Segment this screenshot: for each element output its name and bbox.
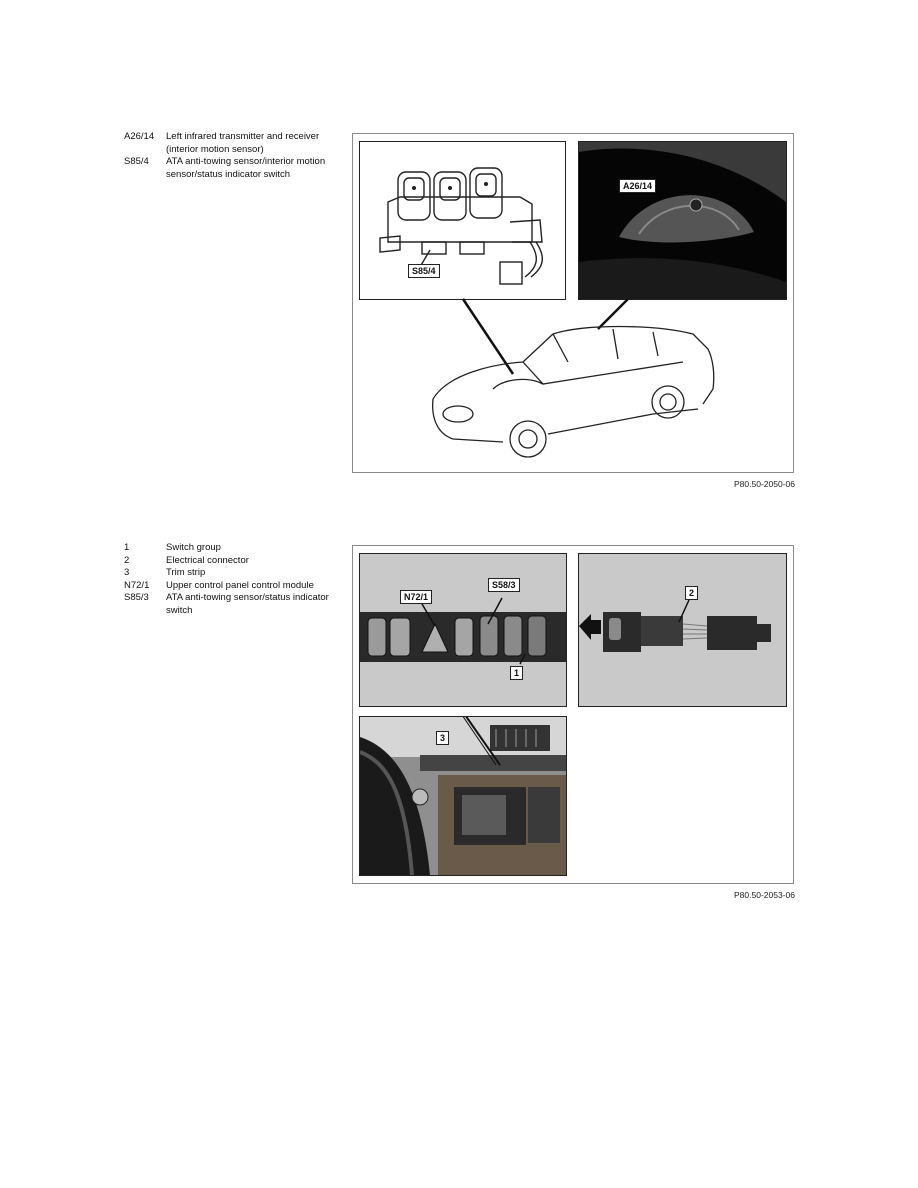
switch-group-drawing [360, 554, 566, 706]
connector-drawing [579, 554, 786, 706]
figure-2-caption: P80.50-2053-06 [734, 890, 795, 900]
legend-desc: Upper control panel control module [166, 579, 314, 591]
legend-desc: ATA anti-towing sensor/interior motion sensor/status indicator switch [166, 156, 326, 180]
legend-code: 3 [124, 567, 130, 578]
legend-code: N72/1 [124, 579, 150, 591]
connector-photo [578, 553, 787, 707]
legend-desc: ATA anti-towing sensor/status indicator switch [166, 592, 329, 616]
infrared-sensor-inset [578, 141, 787, 300]
switch-unit-inset [359, 141, 566, 300]
label-n72-1: N72/1 [400, 590, 432, 604]
figure-2 [352, 545, 794, 884]
legend-row [124, 555, 331, 568]
legend-code: S85/4 [124, 156, 149, 167]
switch-group-photo [359, 553, 567, 707]
legend-code: A26/14 [124, 131, 155, 142]
legend-section-2 [124, 542, 331, 617]
legend-code: 1 [124, 542, 130, 553]
figure-1 [352, 133, 794, 473]
label-3: 3 [436, 731, 449, 745]
legend-desc: Trim strip [166, 567, 206, 578]
dashboard-photo [359, 716, 567, 876]
infrared-sensor-drawing [579, 142, 786, 299]
label-2: 2 [685, 586, 698, 600]
legend-row [124, 567, 331, 580]
switch-unit-drawing [360, 142, 565, 299]
figure-1-caption: P80.50-2050-06 [734, 479, 795, 489]
label-s58-3: S58/3 [488, 578, 520, 592]
label-a26-14: A26/14 [619, 179, 656, 193]
legend-section-1 [124, 131, 331, 181]
legend-row [124, 156, 331, 181]
legend-row [124, 131, 331, 156]
legend-row [124, 580, 331, 593]
label-1: 1 [510, 666, 523, 680]
legend-desc: Electrical connector [166, 554, 249, 566]
label-s85-4: S85/4 [408, 264, 440, 278]
dashboard-drawing [360, 717, 566, 875]
legend-desc: Switch group [166, 542, 221, 553]
legend-code: S85/3 [124, 592, 149, 603]
legend-row [124, 592, 331, 617]
legend-code: 2 [124, 554, 130, 566]
legend-desc: Left infrared transmitter and receiver (interior motion sensor) [166, 131, 320, 155]
legend-row [124, 542, 331, 555]
